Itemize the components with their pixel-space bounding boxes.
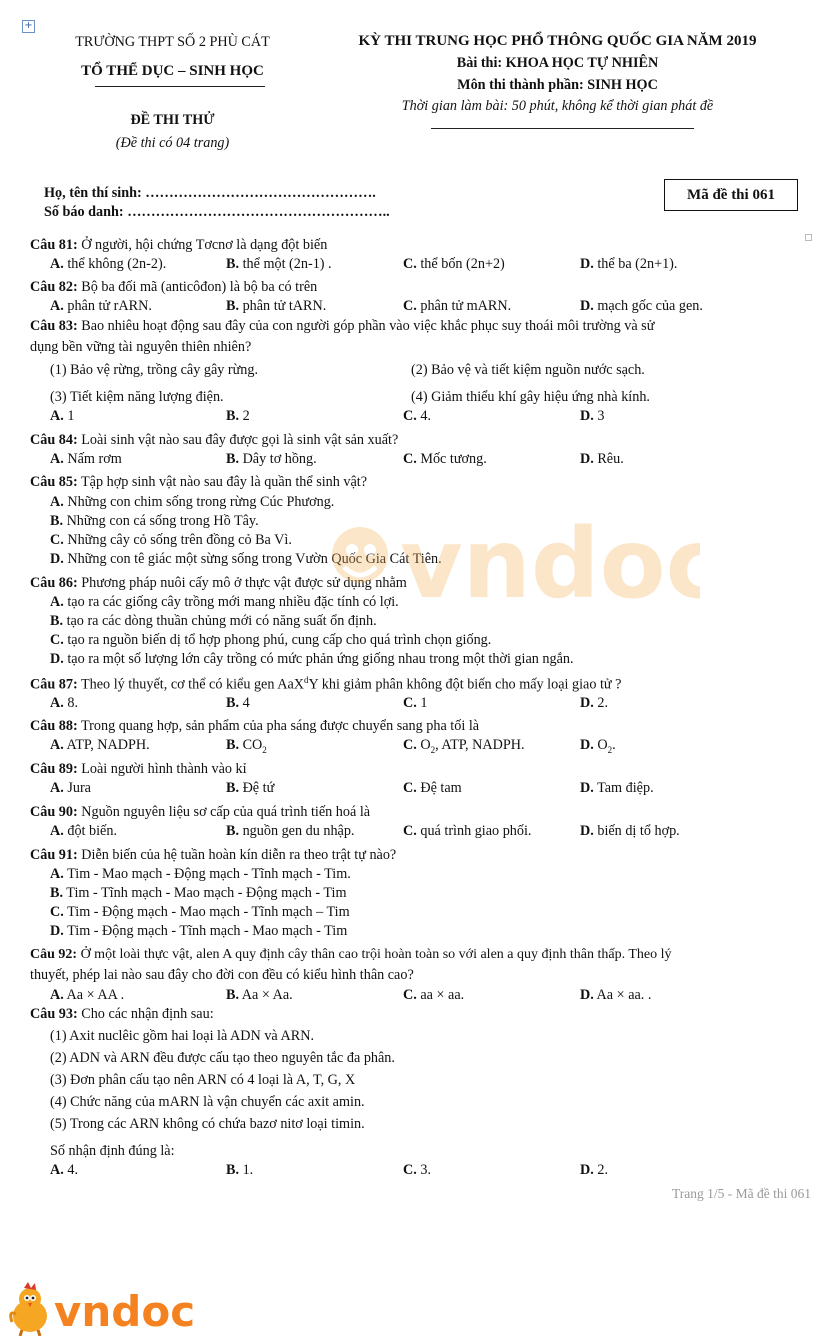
q90-option-d: D. biến dị tổ hợp. [580,823,680,839]
q91-option-d: D. Tim - Động mạch - Tĩnh mạch - Mao mạch - Tim [50,923,348,939]
q87-option-a: A. 8. [50,695,78,711]
subject-line: Bài thi: KHOA HỌC TỰ NHIÊN [456,55,659,71]
q93-statement-1: (1) Axit nuclêic gồm hai loại là ADN và ARN. [50,1028,314,1044]
q83-option-b: B. 2 [226,408,250,424]
q90-option-a: A. đột biến. [50,823,117,839]
q83-statement-3: (3) Tiết kiệm năng lượng điện. [50,389,224,405]
candidate-id-line: Số báo danh: ……………………………………………….. [44,204,390,220]
q92-option-d: D. Aa × aa. . [580,987,652,1003]
q87-option-c: C. 1 [403,695,428,711]
q88-option-d: D. $O_2$. [580,737,616,755]
q90-option-c: C. quá trình giao phối. [403,823,532,839]
q93-statement-4: (4) Chức năng của mARN là vận chuyển các axit amin. [50,1094,365,1110]
q92-option-c: C. aa × aa. [403,987,465,1003]
q89-option-c: C. Đệ tam [403,780,462,796]
q93-option-d: D. 2. [580,1162,608,1178]
q82-option-c: C. phân tử mARN. [403,298,512,314]
q93-option-a: A. 4. [50,1162,78,1178]
q85-option-c: C. Những cây cỏ sống trên đồng cỏ Ba Vì. [50,532,292,548]
q81-option-d: D. thể ba (2n+1). [580,256,678,272]
pages-note: (Đề thi có 04 trang) [115,135,230,151]
question-90: Câu 90: Nguồn nguyên liệu sơ cấp của quá trình tiến hoá là [30,804,371,820]
q83-statement-1: (1) Bảo vệ rừng, trồng cây gây rừng. [50,362,259,378]
q93-statement-3: (3) Đơn phân cấu tạo nên ARN có 4 loại là A, T, G, X [50,1072,356,1088]
q87-option-b: B. 4 [226,695,250,711]
question-91: Câu 91: Diễn biến của hệ tuần hoàn kín diễn ra theo trật tự nào? [30,847,397,863]
exam-title: KỲ THI TRUNG HỌC PHỔ THÔNG QUỐC GIA NĂM 2019 [358,33,757,49]
exam-kind: ĐỀ THI THỬ [130,112,215,128]
time-line: Thời gian làm bài: 50 phút, không kể thời gian phát đề [401,98,714,114]
page-info: Trang 1/5 - Mã đề thi 061 [672,1186,811,1201]
q81-option-a: A. thể không (2n-2). [50,256,167,272]
q86-option-b: B. tạo ra các dòng thuần chủng mới có năng suất ổn định. [50,613,377,629]
question-82: Câu 82: Bộ ba đối mã (anticôđon) là bộ ba có trên [30,279,318,295]
q83-statement-2: (2) Bảo vệ và tiết kiệm nguồn nước sạch. [411,362,645,378]
q92-option-a: A. Aa × AA . [50,987,125,1003]
q81-option-c: C. thể bốn (2n+2) [403,256,505,272]
table-move-handle-icon[interactable]: + [22,20,35,33]
q89-option-a: A. Jura [50,780,91,796]
q88-option-c: C. $O_2$, ATP, NADPH. [403,737,525,755]
q93-option-b: B. 1. [226,1162,254,1178]
q91-option-c: C. Tim - Động mạch - Mao mạch - Tĩnh mạch – Tim [50,904,350,920]
question-83: Câu 83: Bao nhiêu hoạt động sau đây của con người góp phần vào việc khắc phục suy thoái môi trường và sử [30,318,655,334]
q91-option-b: B. Tim - Tĩnh mạch - Mao mạch - Động mạch - Tim [50,885,347,901]
department-underline [95,86,265,87]
question-85: Câu 85: Tập hợp sinh vật nào sau đây là quần thể sinh vật? [30,474,368,490]
school-name: TRƯỜNG THPT SỐ 2 PHÙ CÁT [75,34,270,50]
q86-option-c: C. tạo ra nguồn biến dị tổ hợp phong phú, cung cấp cho quá trình chọn giống. [50,632,492,648]
q84-option-c: C. Mốc tương. [403,451,487,467]
q84-option-d: D. Rêu. [580,451,624,467]
q93-option-c: C. 3. [403,1162,431,1178]
q88-option-a: A. ATP, NADPH. [50,737,150,753]
q85-option-b: B. Những con cá sống trong Hồ Tây. [50,513,259,529]
q83-statement-4: (4) Giảm thiểu khí gây hiệu ứng nhà kính. [411,389,650,405]
exam-code-label: Mã đề thi 061 [687,187,775,203]
department-name: TỔ THỂ DỤC – SINH HỌC [81,63,264,79]
q83-option-c: C. 4. [403,408,431,424]
q82-option-a: A. phân tử rARN. [50,298,152,314]
question-84: Câu 84: Loài sinh vật nào sau đây được gọi là sinh vật sản xuất? [30,432,399,448]
svg-text:vndoc: vndoc [54,1287,196,1336]
q81-option-b: B. thể một (2n-1) . [226,256,332,272]
q82-option-b: B. phân tử tARN. [226,298,327,314]
q86-option-d: D. tạo ra một số lượng lớn cây trồng có mức phản ứng giống nhau trong một thời gian ngắn. [50,651,574,667]
q82-option-d: D. mạch gốc của gen. [580,298,703,314]
q88-option-b: B. $CO_2$ [226,737,267,755]
q89-option-b: B. Đệ tứ [226,780,275,796]
q86-option-a: A. tạo ra các giống cây trồng mới mang nhiều đặc tính có lợi. [50,594,399,610]
question-88: Câu 88: Trong quang hợp, sản phẩm của pha sáng được chuyển sang pha tối là [30,718,480,734]
exam-code-box [664,179,798,211]
q84-option-b: B. Dây tơ hồng. [226,451,317,467]
header-rule [431,128,694,129]
q83-option-a: A. 1 [50,408,75,424]
q93-statement-2: (2) ADN và ARN đều được cấu tạo theo nguyên tắc đa phân. [50,1050,395,1066]
component-line: Môn thi thành phần: SINH HỌC [457,77,658,93]
svg-text:vndoc: vndoc [400,508,700,620]
vndoc-logo[interactable] [4,1282,224,1336]
question-92-continued: thuyết, phép lai nào sau đây cho đời con đều có kiểu hình thân cao? [30,967,414,983]
q91-option-a: A. Tim - Mao mạch - Động mạch - Tĩnh mạch - Tim. [50,866,351,882]
question-87: Câu 87: Theo lý thuyết, cơ thể có kiểu gen AaX$^d$Y khi giảm phân không đột biến cho mấy loại giao tử ? [30,675,622,693]
q93-count-prompt: Số nhận định đúng là: [50,1143,175,1159]
question-92: Câu 92: Ở một loài thực vật, alen A quy định cây thân cao trội hoàn toàn so với alen a quy định thân thấp. Theo lý [30,947,672,962]
q92-option-b: B. Aa × Aa. [226,987,293,1003]
q93-statement-5: (5) Trong các ARN không có chứa bazơ nitơ loại timin. [50,1116,365,1132]
q90-option-b: B. nguồn gen du nhập. [226,823,355,839]
question-81: Câu 81: Ở người, hội chứng Tơcnơ là dạng đột biến [30,237,328,253]
q89-option-d: D. Tam điệp. [580,780,654,796]
q84-option-a: A. Nấm rơm [50,451,122,467]
q87-option-d: D. 2. [580,695,608,711]
q83-option-d: D. 3 [580,408,605,424]
question-86: Câu 86: Phương pháp nuôi cấy mô ở thực vật được sử dụng nhằm [30,575,407,591]
question-83-continued: dụng bền vững tài nguyên thiên nhiên? [30,339,252,355]
q85-option-a: A. Những con chim sống trong rừng Cúc Phương. [50,494,335,510]
candidate-name-line: Họ, tên thí sinh: …………………………………………. [44,185,376,201]
question-89: Câu 89: Loài người hình thành vào kỉ [30,761,247,777]
q85-option-d: D. Những con tê giác một sừng sống trong Vườn Quốc Gia Cát Tiên. [50,551,442,567]
corner-mark-icon [805,234,812,241]
question-93: Câu 93: Cho các nhận định sau: [30,1006,214,1022]
